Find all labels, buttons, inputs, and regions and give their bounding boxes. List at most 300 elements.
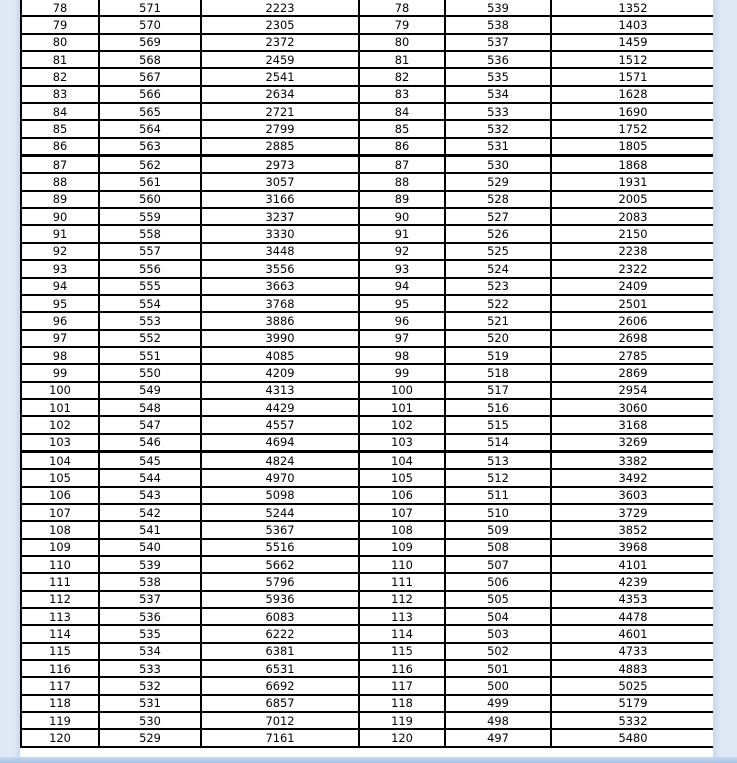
table-body <box>21 0 713 747</box>
score-cell-right: 531 <box>445 138 551 156</box>
score-cell-right: 498 <box>445 712 551 729</box>
rank-cell-right: 89 <box>359 191 445 208</box>
cumulative-count-cell-left: 2721 <box>201 103 359 120</box>
cumulative-count-cell-left: 3237 <box>201 208 359 225</box>
score-cell-left: 561 <box>99 173 201 190</box>
rank-cell-left: 102 <box>21 416 99 433</box>
table-row <box>21 16 713 33</box>
rank-cell-left: 113 <box>21 608 99 625</box>
rank-cell-right: 79 <box>359 16 445 33</box>
rank-cell-left: 91 <box>21 225 99 242</box>
cumulative-count-cell-right: 1805 <box>551 138 713 156</box>
rank-cell-right: 95 <box>359 295 445 312</box>
rank-cell-right: 88 <box>359 173 445 190</box>
cumulative-count-cell-right: 1459 <box>551 34 713 51</box>
cumulative-count-cell-left: 2973 <box>201 156 359 174</box>
cumulative-count-cell-left: 5662 <box>201 556 359 573</box>
score-cell-right: 512 <box>445 469 551 486</box>
rank-cell-left: 92 <box>21 243 99 260</box>
cumulative-count-cell-right: 4883 <box>551 660 713 677</box>
score-cell-left: 535 <box>99 625 201 642</box>
score-cell-right: 497 <box>445 729 551 746</box>
table-row <box>21 278 713 295</box>
score-cell-right: 505 <box>445 591 551 608</box>
rank-cell-right: 100 <box>359 382 445 399</box>
table-row <box>21 521 713 538</box>
score-cell-right: 508 <box>445 539 551 556</box>
rank-cell-right: 115 <box>359 643 445 660</box>
score-cell-left: 547 <box>99 416 201 433</box>
table-row <box>21 591 713 608</box>
table-row <box>21 625 713 642</box>
rank-cell-left: 84 <box>21 103 99 120</box>
table-row <box>21 173 713 190</box>
rank-cell-right: 113 <box>359 608 445 625</box>
score-cell-right: 530 <box>445 156 551 174</box>
score-cell-left: 538 <box>99 573 201 590</box>
score-cell-right: 523 <box>445 278 551 295</box>
rank-cell-right: 94 <box>359 278 445 295</box>
score-cell-left: 557 <box>99 243 201 260</box>
table-row <box>21 0 713 16</box>
cumulative-count-cell-left: 3448 <box>201 243 359 260</box>
cumulative-count-cell-left: 2541 <box>201 68 359 85</box>
score-cell-left: 553 <box>99 312 201 329</box>
cumulative-count-cell-left: 3556 <box>201 260 359 277</box>
score-cell-right: 507 <box>445 556 551 573</box>
score-cell-left: 552 <box>99 330 201 347</box>
cumulative-count-cell-left: 3663 <box>201 278 359 295</box>
score-rank-table <box>20 0 713 748</box>
cumulative-count-cell-left: 7161 <box>201 729 359 746</box>
rank-cell-right: 107 <box>359 504 445 521</box>
rank-cell-left: 110 <box>21 556 99 573</box>
cumulative-count-cell-left: 5244 <box>201 504 359 521</box>
score-cell-right: 538 <box>445 16 551 33</box>
window-frame-left <box>0 0 20 757</box>
score-cell-right: 534 <box>445 86 551 103</box>
cumulative-count-cell-right: 2238 <box>551 243 713 260</box>
cumulative-count-cell-left: 6083 <box>201 608 359 625</box>
rank-cell-left: 93 <box>21 260 99 277</box>
cumulative-count-cell-left: 6692 <box>201 677 359 694</box>
cumulative-count-cell-left: 6857 <box>201 695 359 712</box>
table-row <box>21 330 713 347</box>
cumulative-count-cell-left: 3886 <box>201 312 359 329</box>
document-page <box>20 0 713 757</box>
score-cell-right: 501 <box>445 660 551 677</box>
rank-cell-right: 116 <box>359 660 445 677</box>
table-row <box>21 608 713 625</box>
score-cell-left: 551 <box>99 347 201 364</box>
table-row <box>21 120 713 137</box>
table-row <box>21 451 713 469</box>
rank-cell-left: 98 <box>21 347 99 364</box>
score-cell-right: 511 <box>445 487 551 504</box>
cumulative-count-cell-right: 3968 <box>551 539 713 556</box>
score-cell-right: 506 <box>445 573 551 590</box>
score-cell-left: 543 <box>99 487 201 504</box>
table-row <box>21 434 713 452</box>
score-cell-left: 558 <box>99 225 201 242</box>
table-row <box>21 243 713 260</box>
rank-cell-left: 115 <box>21 643 99 660</box>
rank-cell-right: 118 <box>359 695 445 712</box>
rank-cell-left: 89 <box>21 191 99 208</box>
score-cell-left: 545 <box>99 451 201 469</box>
score-cell-right: 539 <box>445 0 551 16</box>
table-row <box>21 103 713 120</box>
cumulative-count-cell-left: 2372 <box>201 34 359 51</box>
table-row <box>21 364 713 381</box>
rank-cell-left: 95 <box>21 295 99 312</box>
score-cell-left: 566 <box>99 86 201 103</box>
score-cell-left: 537 <box>99 591 201 608</box>
rank-cell-right: 119 <box>359 712 445 729</box>
cumulative-count-cell-right: 2501 <box>551 295 713 312</box>
rank-cell-right: 80 <box>359 34 445 51</box>
cumulative-count-cell-left: 2885 <box>201 138 359 156</box>
cumulative-count-cell-left: 3990 <box>201 330 359 347</box>
score-cell-right: 503 <box>445 625 551 642</box>
table-row <box>21 208 713 225</box>
cumulative-count-cell-left: 3768 <box>201 295 359 312</box>
score-cell-right: 500 <box>445 677 551 694</box>
score-cell-left: 559 <box>99 208 201 225</box>
rank-cell-right: 86 <box>359 138 445 156</box>
rank-cell-left: 99 <box>21 364 99 381</box>
rank-cell-right: 102 <box>359 416 445 433</box>
window-frame-bottom <box>0 757 737 763</box>
rank-cell-left: 119 <box>21 712 99 729</box>
score-cell-right: 522 <box>445 295 551 312</box>
cumulative-count-cell-right: 2606 <box>551 312 713 329</box>
table-row <box>21 86 713 103</box>
rank-cell-right: 117 <box>359 677 445 694</box>
cumulative-count-cell-right: 2869 <box>551 364 713 381</box>
cumulative-count-cell-left: 4429 <box>201 399 359 416</box>
cumulative-count-cell-left: 5516 <box>201 539 359 556</box>
cumulative-count-cell-right: 1931 <box>551 173 713 190</box>
score-cell-left: 534 <box>99 643 201 660</box>
score-cell-right: 519 <box>445 347 551 364</box>
table-row <box>21 68 713 85</box>
rank-cell-left: 83 <box>21 86 99 103</box>
rank-cell-right: 91 <box>359 225 445 242</box>
rank-cell-left: 88 <box>21 173 99 190</box>
rank-cell-left: 104 <box>21 451 99 469</box>
score-cell-right: 499 <box>445 695 551 712</box>
cumulative-count-cell-right: 3060 <box>551 399 713 416</box>
score-cell-left: 562 <box>99 156 201 174</box>
rank-cell-right: 81 <box>359 51 445 68</box>
score-cell-left: 563 <box>99 138 201 156</box>
rank-cell-left: 82 <box>21 68 99 85</box>
cumulative-count-cell-left: 4313 <box>201 382 359 399</box>
cumulative-count-cell-right: 3852 <box>551 521 713 538</box>
cumulative-count-cell-left: 5367 <box>201 521 359 538</box>
table-row <box>21 643 713 660</box>
rank-cell-left: 85 <box>21 120 99 137</box>
cumulative-count-cell-right: 1752 <box>551 120 713 137</box>
score-cell-right: 520 <box>445 330 551 347</box>
score-cell-right: 513 <box>445 451 551 469</box>
rank-cell-right: 90 <box>359 208 445 225</box>
table-row <box>21 225 713 242</box>
rank-cell-right: 82 <box>359 68 445 85</box>
rank-cell-left: 117 <box>21 677 99 694</box>
rank-cell-right: 109 <box>359 539 445 556</box>
score-cell-right: 504 <box>445 608 551 625</box>
cumulative-count-cell-right: 1628 <box>551 86 713 103</box>
rank-cell-left: 90 <box>21 208 99 225</box>
cumulative-count-cell-right: 2150 <box>551 225 713 242</box>
cumulative-count-cell-right: 1403 <box>551 16 713 33</box>
table-row <box>21 312 713 329</box>
cumulative-count-cell-right: 3382 <box>551 451 713 469</box>
rank-cell-right: 92 <box>359 243 445 260</box>
table-row <box>21 382 713 399</box>
score-cell-right: 532 <box>445 120 551 137</box>
cumulative-count-cell-right: 4101 <box>551 556 713 573</box>
rank-cell-left: 80 <box>21 34 99 51</box>
table-row <box>21 556 713 573</box>
cumulative-count-cell-right: 5025 <box>551 677 713 694</box>
rank-cell-right: 106 <box>359 487 445 504</box>
score-cell-left: 550 <box>99 364 201 381</box>
cumulative-count-cell-right: 4353 <box>551 591 713 608</box>
table-row <box>21 695 713 712</box>
rank-cell-right: 97 <box>359 330 445 347</box>
cumulative-count-cell-right: 3168 <box>551 416 713 433</box>
table-row <box>21 260 713 277</box>
score-cell-left: 542 <box>99 504 201 521</box>
score-cell-left: 533 <box>99 660 201 677</box>
score-cell-right: 514 <box>445 434 551 452</box>
rank-cell-right: 93 <box>359 260 445 277</box>
cumulative-count-cell-right: 2954 <box>551 382 713 399</box>
table-row <box>21 399 713 416</box>
rank-cell-right: 99 <box>359 364 445 381</box>
rank-cell-right: 108 <box>359 521 445 538</box>
cumulative-count-cell-right: 4601 <box>551 625 713 642</box>
rank-cell-right: 110 <box>359 556 445 573</box>
score-cell-right: 510 <box>445 504 551 521</box>
rank-cell-right: 84 <box>359 103 445 120</box>
rank-cell-left: 107 <box>21 504 99 521</box>
score-cell-left: 539 <box>99 556 201 573</box>
table-row <box>21 469 713 486</box>
cumulative-count-cell-right: 1571 <box>551 68 713 85</box>
cumulative-count-cell-right: 2083 <box>551 208 713 225</box>
score-cell-left: 530 <box>99 712 201 729</box>
cumulative-count-cell-right: 5332 <box>551 712 713 729</box>
score-cell-right: 502 <box>445 643 551 660</box>
cumulative-count-cell-left: 5098 <box>201 487 359 504</box>
rank-cell-left: 114 <box>21 625 99 642</box>
score-cell-right: 527 <box>445 208 551 225</box>
cumulative-count-cell-left: 6531 <box>201 660 359 677</box>
rank-cell-right: 111 <box>359 573 445 590</box>
cumulative-count-cell-right: 3492 <box>551 469 713 486</box>
score-cell-right: 517 <box>445 382 551 399</box>
table-row <box>21 729 713 746</box>
score-cell-right: 537 <box>445 34 551 51</box>
score-cell-left: 556 <box>99 260 201 277</box>
table-row <box>21 504 713 521</box>
rank-cell-left: 105 <box>21 469 99 486</box>
rank-cell-right: 120 <box>359 729 445 746</box>
score-cell-left: 529 <box>99 729 201 746</box>
score-cell-left: 567 <box>99 68 201 85</box>
rank-cell-left: 96 <box>21 312 99 329</box>
cumulative-count-cell-left: 3166 <box>201 191 359 208</box>
score-cell-right: 518 <box>445 364 551 381</box>
cumulative-count-cell-left: 4824 <box>201 451 359 469</box>
table-row <box>21 138 713 156</box>
rank-cell-left: 108 <box>21 521 99 538</box>
score-cell-left: 532 <box>99 677 201 694</box>
cumulative-count-cell-left: 4970 <box>201 469 359 486</box>
rank-cell-left: 100 <box>21 382 99 399</box>
rank-cell-left: 120 <box>21 729 99 746</box>
score-cell-left: 541 <box>99 521 201 538</box>
cumulative-count-cell-right: 1690 <box>551 103 713 120</box>
score-cell-left: 568 <box>99 51 201 68</box>
cumulative-count-cell-left: 4085 <box>201 347 359 364</box>
score-cell-right: 533 <box>445 103 551 120</box>
cumulative-count-cell-right: 2322 <box>551 260 713 277</box>
table-row <box>21 295 713 312</box>
score-cell-right: 516 <box>445 399 551 416</box>
score-cell-left: 555 <box>99 278 201 295</box>
table-row <box>21 660 713 677</box>
score-cell-left: 546 <box>99 434 201 452</box>
rank-cell-right: 112 <box>359 591 445 608</box>
score-cell-right: 536 <box>445 51 551 68</box>
rank-cell-right: 85 <box>359 120 445 137</box>
rank-cell-right: 78 <box>359 0 445 16</box>
rank-cell-left: 81 <box>21 51 99 68</box>
rank-cell-right: 104 <box>359 451 445 469</box>
score-cell-left: 570 <box>99 16 201 33</box>
rank-cell-left: 87 <box>21 156 99 174</box>
score-cell-right: 525 <box>445 243 551 260</box>
rank-cell-right: 105 <box>359 469 445 486</box>
cumulative-count-cell-left: 4209 <box>201 364 359 381</box>
rank-cell-right: 101 <box>359 399 445 416</box>
cumulative-count-cell-right: 5480 <box>551 729 713 746</box>
rank-cell-left: 97 <box>21 330 99 347</box>
score-cell-left: 554 <box>99 295 201 312</box>
score-cell-left: 540 <box>99 539 201 556</box>
score-cell-left: 544 <box>99 469 201 486</box>
rank-cell-left: 86 <box>21 138 99 156</box>
rank-cell-left: 103 <box>21 434 99 452</box>
table-row <box>21 677 713 694</box>
table-row <box>21 34 713 51</box>
table-row <box>21 191 713 208</box>
cumulative-count-cell-left: 2305 <box>201 16 359 33</box>
cumulative-count-cell-right: 1512 <box>551 51 713 68</box>
cumulative-count-cell-left: 6381 <box>201 643 359 660</box>
rank-cell-left: 112 <box>21 591 99 608</box>
score-cell-right: 515 <box>445 416 551 433</box>
rank-cell-right: 114 <box>359 625 445 642</box>
cumulative-count-cell-right: 3603 <box>551 487 713 504</box>
cumulative-count-cell-left: 3057 <box>201 173 359 190</box>
cumulative-count-cell-left: 4557 <box>201 416 359 433</box>
score-cell-left: 565 <box>99 103 201 120</box>
rank-cell-left: 118 <box>21 695 99 712</box>
rank-cell-left: 78 <box>21 0 99 16</box>
cumulative-count-cell-left: 2459 <box>201 51 359 68</box>
table-row <box>21 156 713 174</box>
table-row <box>21 539 713 556</box>
score-cell-left: 569 <box>99 34 201 51</box>
rank-cell-left: 109 <box>21 539 99 556</box>
cumulative-count-cell-right: 2785 <box>551 347 713 364</box>
score-cell-left: 536 <box>99 608 201 625</box>
cumulative-count-cell-right: 3269 <box>551 434 713 452</box>
table-row <box>21 416 713 433</box>
score-cell-left: 531 <box>99 695 201 712</box>
rank-cell-left: 101 <box>21 399 99 416</box>
rank-cell-right: 83 <box>359 86 445 103</box>
score-cell-left: 549 <box>99 382 201 399</box>
table-row <box>21 51 713 68</box>
score-cell-right: 535 <box>445 68 551 85</box>
cumulative-count-cell-left: 3330 <box>201 225 359 242</box>
rank-cell-left: 116 <box>21 660 99 677</box>
score-cell-left: 564 <box>99 120 201 137</box>
cumulative-count-cell-left: 6222 <box>201 625 359 642</box>
rank-cell-left: 79 <box>21 16 99 33</box>
rank-cell-left: 106 <box>21 487 99 504</box>
rank-cell-right: 96 <box>359 312 445 329</box>
table-row <box>21 347 713 364</box>
cumulative-count-cell-left: 2799 <box>201 120 359 137</box>
rank-cell-right: 103 <box>359 434 445 452</box>
rank-cell-left: 94 <box>21 278 99 295</box>
cumulative-count-cell-left: 2634 <box>201 86 359 103</box>
score-cell-left: 548 <box>99 399 201 416</box>
cumulative-count-cell-left: 5796 <box>201 573 359 590</box>
cumulative-count-cell-right: 2409 <box>551 278 713 295</box>
cumulative-count-cell-right: 2005 <box>551 191 713 208</box>
cumulative-count-cell-right: 1352 <box>551 0 713 16</box>
score-cell-right: 524 <box>445 260 551 277</box>
score-cell-left: 560 <box>99 191 201 208</box>
window-frame-right <box>713 0 737 757</box>
score-cell-right: 521 <box>445 312 551 329</box>
cumulative-count-cell-left: 7012 <box>201 712 359 729</box>
score-cell-right: 528 <box>445 191 551 208</box>
rank-cell-left: 111 <box>21 573 99 590</box>
score-cell-left: 571 <box>99 0 201 16</box>
cumulative-count-cell-right: 1868 <box>551 156 713 174</box>
cumulative-count-cell-right: 4478 <box>551 608 713 625</box>
cumulative-count-cell-left: 5936 <box>201 591 359 608</box>
score-cell-right: 529 <box>445 173 551 190</box>
cumulative-count-cell-right: 3729 <box>551 504 713 521</box>
rank-cell-right: 87 <box>359 156 445 174</box>
table-row <box>21 487 713 504</box>
cumulative-count-cell-right: 5179 <box>551 695 713 712</box>
table-row <box>21 712 713 729</box>
cumulative-count-cell-right: 2698 <box>551 330 713 347</box>
table-row <box>21 573 713 590</box>
